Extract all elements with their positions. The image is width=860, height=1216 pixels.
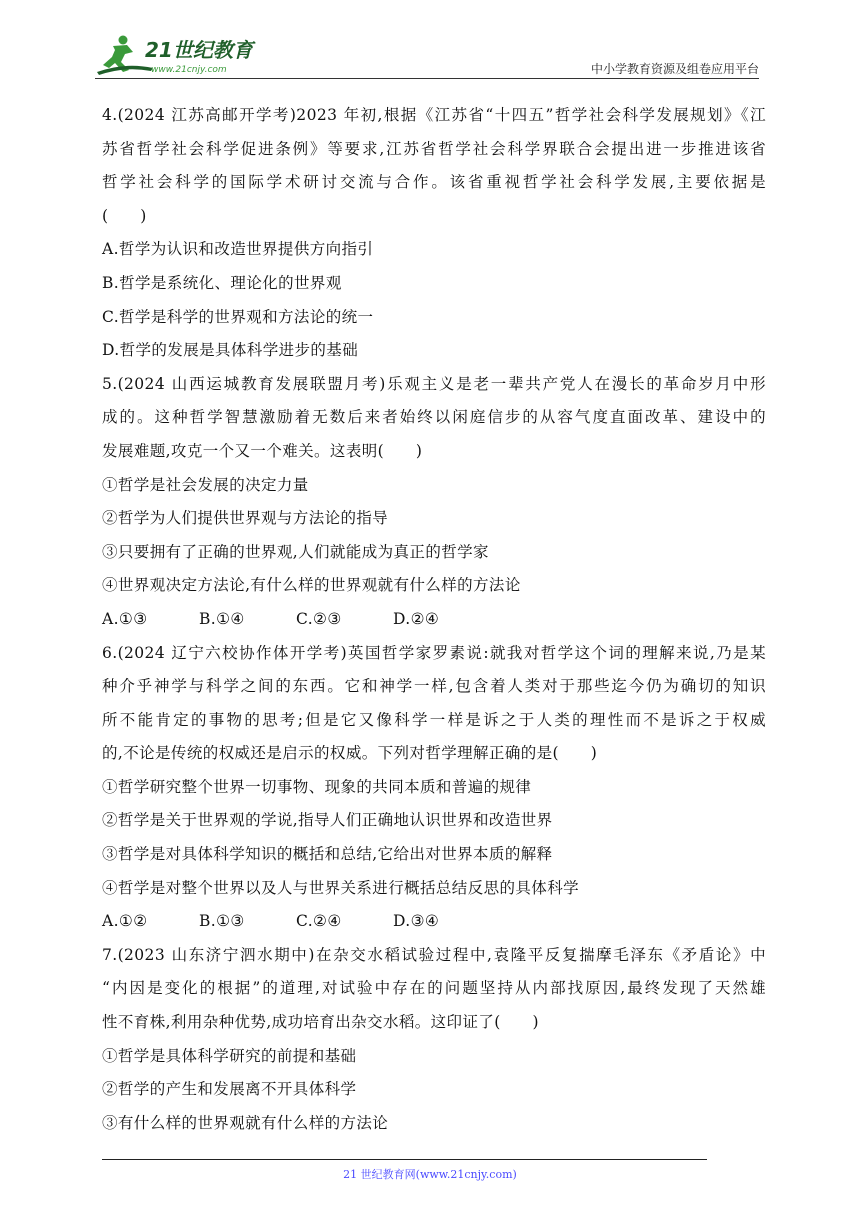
- 21cnjy-logo: [95, 32, 265, 78]
- question-stem-line: 4.(2024 江苏高邮开学考)2023 年初,根据《江苏省“十四五”哲学社会科学发展规划》《江: [102, 106, 766, 124]
- question-stem-line: 7.(2023 山东济宁泗水期中)在杂交水稻试验过程中,袁隆平反复揣摩毛泽东《矛盾论》中: [102, 945, 766, 964]
- choice-b: B.①④: [199, 609, 245, 628]
- question-list: [102, 99, 766, 1140]
- answer-option: A.哲学为认识和改造世界提供方向指引: [102, 240, 374, 259]
- answer-option: D.哲学的发展是具体科学进步的基础: [102, 341, 359, 360]
- question-stem-line: 哲学社会科学的国际学术研讨交流与合作。该省重视哲学社会科学发展,主要依据是: [102, 173, 766, 192]
- statement-item: ①哲学是社会发展的决定力量: [102, 475, 309, 494]
- choice-a: A.①②: [102, 912, 148, 931]
- statement-item: ②哲学的产生和发展离不开具体科学: [102, 1080, 357, 1099]
- choice-a: A.①③: [102, 609, 148, 628]
- question-stem-line: 成的。这种哲学智慧激励着无数后来者始终以闲庭信步的从容气度直面改革、建设中的: [102, 408, 766, 427]
- statement-item: ②哲学是关于世界观的学说,指导人们正确地认识世界和改造世界: [102, 811, 553, 830]
- answer-choices: [102, 603, 766, 637]
- question-stem-line: 发展难题,攻克一个又一个难关。这表明( ): [102, 441, 423, 460]
- page-header: [95, 32, 759, 80]
- statement-item: ②哲学为人们提供世界观与方法论的指导: [102, 509, 389, 528]
- question-stem-line: 的,不论是传统的权威还是启示的权威。下列对哲学理解正确的是( ): [102, 744, 598, 763]
- statement-item: ①哲学研究整个世界一切事物、现象的共同本质和普遍的规律: [102, 777, 532, 796]
- question-4: [102, 99, 766, 368]
- choice-b: B.①③: [199, 912, 245, 931]
- choice-c: C.②③: [296, 609, 342, 628]
- question-stem-line: ( ): [102, 206, 147, 225]
- question-stem-line: 6.(2024 辽宁六校协作体开学考)英国哲学家罗素说:就我对哲学这个词的理解来说,乃是某: [102, 643, 766, 662]
- statement-item: ④哲学是对整个世界以及人与世界关系进行概括总结反思的具体科学: [102, 878, 580, 897]
- header-divider: [95, 78, 759, 79]
- answer-option: C.哲学是科学的世界观和方法论的统一: [102, 307, 374, 326]
- question-stem-line: 5.(2024 山西运城教育发展联盟月考)乐观主义是老一辈共产党人在漫长的革命岁月中形: [102, 374, 766, 393]
- footer-source: 21 世纪教育网(www.21cnjy.com): [343, 1168, 517, 1181]
- answer-choices: [102, 905, 766, 939]
- question-stem-line: 种介乎神学与科学之间的东西。它和神学一样,包含着人类对于那些迄今仍为确切的知识: [102, 677, 766, 696]
- statement-item: ①哲学是具体科学研究的前提和基础: [102, 1046, 357, 1065]
- question-stem-line: 苏省哲学社会科学促进条例》等要求,江苏省哲学社会科学界联合会提出进一步推进该省: [102, 139, 766, 158]
- statement-item: ③有什么样的世界观就有什么样的方法论: [102, 1113, 389, 1132]
- choice-c: C.②④: [296, 912, 342, 931]
- question-stem-line: “内因是变化的根据”的道理,对试验中存在的问题坚持从内部找原因,最终发现了天然雄: [102, 979, 766, 998]
- question-stem-line: 性不育株,利用杂种优势,成功培育出杂交水稻。这印证了( ): [102, 1013, 539, 1032]
- site-tagline: 中小学教育资源及组卷应用平台: [590, 62, 759, 76]
- question-5: [102, 368, 766, 637]
- statement-item: ③只要拥有了正确的世界观,人们就能成为真正的哲学家: [102, 542, 489, 561]
- question-7: [102, 939, 766, 1141]
- question-stem-line: 所不能肯定的事物的思考;但是它又像科学一样是诉之于人类的理性而不是诉之于权威: [102, 710, 766, 729]
- logo-wordmark: 21世纪教育: [145, 38, 253, 62]
- footer-divider: [102, 1159, 707, 1160]
- question-6: [102, 637, 766, 939]
- statement-item: ④世界观决定方法论,有什么样的世界观就有什么样的方法论: [102, 576, 521, 595]
- logo-url: www.21cnjy.com: [151, 65, 227, 75]
- answer-option: B.哲学是系统化、理论化的世界观: [102, 273, 342, 292]
- choice-d: D.③④: [393, 912, 440, 931]
- statement-item: ③哲学是对具体科学知识的概括和总结,它给出对世界本质的解释: [102, 845, 553, 864]
- choice-d: D.②④: [393, 609, 440, 628]
